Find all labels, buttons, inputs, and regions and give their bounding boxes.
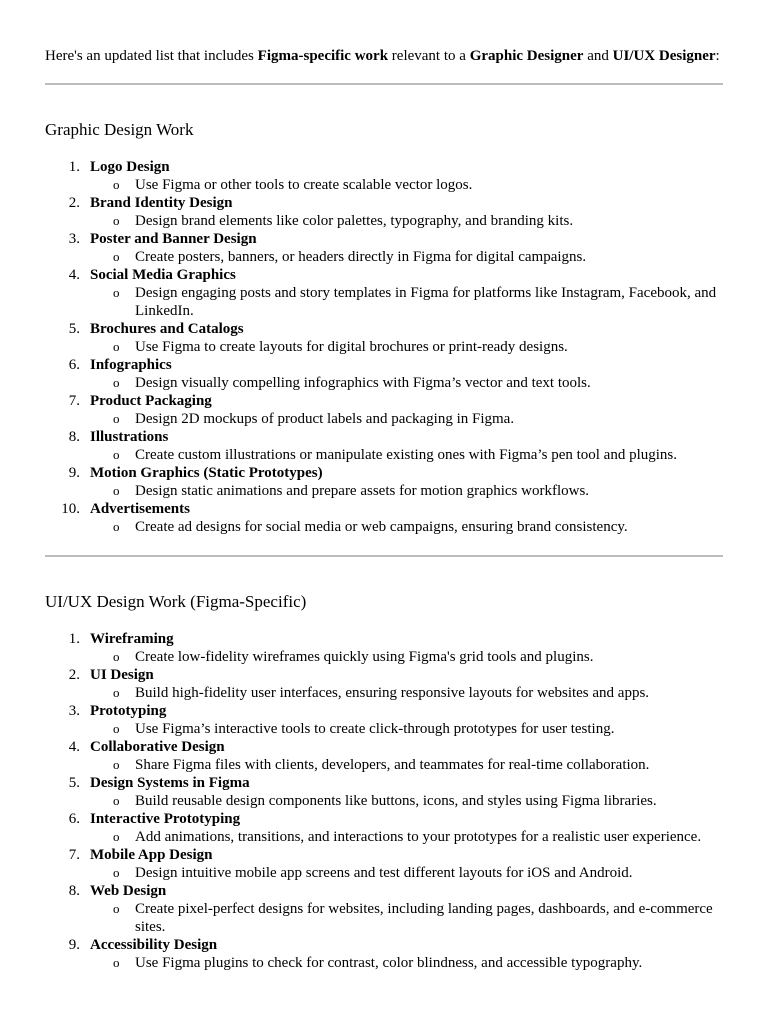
item-description-text: Build high-fidelity user interfaces, ensuring responsive layouts for websites and apps. [135, 685, 650, 701]
item-title: Motion Graphics (Static Prototypes) [90, 465, 323, 481]
item-title: Prototyping [90, 703, 167, 719]
bullet-icon: o [113, 901, 120, 916]
list-item [45, 936, 723, 972]
item-number: 1. [68, 159, 80, 175]
item-number: 7. [68, 393, 80, 409]
item-description [90, 518, 723, 536]
item-description-text: Create pixel-perfect designs for websites, including landing pages, dashboards, and e-commerce sites. [135, 901, 713, 935]
item-description-text: Design engaging posts and story templates in Figma for platforms like Instagram, Facebook, and LinkedIn. [135, 285, 717, 319]
item-number: 6. [68, 811, 80, 827]
item-description [90, 864, 723, 882]
intro-bold-graphic-designer: Graphic Designer [469, 48, 584, 64]
list-item [45, 266, 723, 320]
item-description [90, 212, 723, 230]
bullet-icon: o [113, 721, 120, 736]
intro-paragraph [45, 47, 723, 65]
item-description-text: Create low-fidelity wireframes quickly using Figma's grid tools and plugins. [135, 649, 594, 665]
item-number: 9. [68, 937, 80, 953]
item-title: Interactive Prototyping [90, 811, 241, 827]
item-description-text: Create ad designs for social media or web campaigns, ensuring brand consistency. [135, 519, 628, 535]
list-item [45, 230, 723, 266]
bullet-icon: o [113, 447, 120, 462]
item-description [90, 648, 723, 666]
bullet-icon: o [113, 955, 120, 970]
bullet-icon: o [113, 757, 120, 772]
graphic-design-list [45, 158, 723, 536]
list-item [45, 392, 723, 428]
bullet-icon: o [113, 177, 120, 192]
item-description [90, 482, 723, 500]
item-description-text: Create posters, banners, or headers directly in Figma for digital campaigns. [135, 249, 587, 265]
item-description [90, 828, 723, 846]
section-graphic-design [45, 120, 723, 536]
intro-text-3: and [583, 48, 613, 64]
bullet-icon: o [113, 213, 120, 228]
section-divider [45, 83, 723, 85]
item-description [90, 684, 723, 702]
item-description-text: Design brand elements like color palettes, typography, and branding kits. [135, 213, 574, 229]
item-title: Logo Design [90, 159, 170, 175]
bullet-icon: o [113, 285, 120, 300]
intro-bold-uiux-designer: UI/UX Designer [612, 48, 716, 64]
item-title: Product Packaging [90, 393, 212, 409]
item-number: 5. [68, 321, 80, 337]
intro-text-2: relevant to a [388, 48, 470, 64]
bullet-icon: o [113, 865, 120, 880]
section-uiux-design [45, 592, 723, 972]
item-description [90, 756, 723, 774]
item-title: Web Design [90, 883, 167, 899]
item-description-text: Add animations, transitions, and interactions to your prototypes for a realistic user experience. [135, 829, 702, 845]
intro-text-1: Here's an updated list that includes [45, 48, 258, 64]
item-description-text: Create custom illustrations or manipulate existing ones with Figma’s pen tool and plugins. [135, 447, 678, 463]
bullet-icon: o [113, 793, 120, 808]
item-title: Mobile App Design [90, 847, 213, 863]
list-item [45, 738, 723, 774]
item-number: 2. [68, 667, 80, 683]
item-description [90, 338, 723, 356]
item-title: UI Design [90, 667, 154, 683]
item-description-text: Design intuitive mobile app screens and test different layouts for iOS and Android. [135, 865, 633, 881]
item-description [90, 176, 723, 194]
item-title: Poster and Banner Design [90, 231, 257, 247]
list-item [45, 464, 723, 500]
bullet-icon: o [113, 375, 120, 390]
item-number: 4. [68, 739, 80, 755]
list-item [45, 810, 723, 846]
item-title: Infographics [90, 357, 172, 373]
bullet-icon: o [113, 829, 120, 844]
list-item [45, 774, 723, 810]
list-item [45, 356, 723, 392]
item-number: 5. [68, 775, 80, 791]
item-title: Brand Identity Design [90, 195, 233, 211]
bullet-icon: o [113, 249, 120, 264]
item-description-text: Use Figma or other tools to create scalable vector logos. [135, 177, 473, 193]
item-description [90, 410, 723, 428]
item-number: 4. [68, 267, 80, 283]
list-item [45, 194, 723, 230]
bullet-icon: o [113, 519, 120, 534]
bullet-icon: o [113, 685, 120, 700]
item-description-text: Design 2D mockups of product labels and packaging in Figma. [135, 411, 515, 427]
item-title: Illustrations [90, 429, 169, 445]
list-item [45, 500, 723, 536]
item-title: Brochures and Catalogs [90, 321, 244, 337]
item-title: Wireframing [90, 631, 174, 647]
item-number: 9. [68, 465, 80, 481]
item-number: 8. [68, 883, 80, 899]
intro-bold-figma-work: Figma-specific work [257, 48, 389, 64]
list-item [45, 702, 723, 738]
item-number: 3. [68, 231, 80, 247]
item-description [90, 284, 723, 320]
item-number: 7. [68, 847, 80, 863]
item-description-text: Design visually compelling infographics with Figma’s vector and text tools. [135, 375, 591, 391]
item-description [90, 248, 723, 266]
item-title: Design Systems in Figma [90, 775, 250, 791]
item-number: 6. [68, 357, 80, 373]
section-title: Graphic Design Work [45, 120, 194, 139]
intro-text-4: : [715, 48, 720, 64]
item-description-text: Share Figma files with clients, developers, and teammates for real-time collaboration. [135, 757, 650, 773]
bullet-icon: o [113, 483, 120, 498]
item-description [90, 720, 723, 738]
item-number: 8. [68, 429, 80, 445]
item-description-text: Use Figma’s interactive tools to create click-through prototypes for user testing. [135, 721, 615, 737]
item-description-text: Use Figma plugins to check for contrast, color blindness, and accessible typography. [135, 955, 643, 971]
list-item [45, 320, 723, 356]
list-item [45, 846, 723, 882]
section-divider [45, 555, 723, 557]
item-title: Social Media Graphics [90, 267, 236, 283]
section-title: UI/UX Design Work (Figma-Specific) [45, 592, 307, 611]
item-number: 1. [68, 631, 80, 647]
item-number: 10. [61, 501, 80, 517]
list-item [45, 882, 723, 936]
item-title: Accessibility Design [90, 937, 218, 953]
list-item [45, 158, 723, 194]
uiux-design-list [45, 630, 723, 972]
item-description [90, 954, 723, 972]
list-item [45, 428, 723, 464]
item-title: Collaborative Design [90, 739, 225, 755]
bullet-icon: o [113, 339, 120, 354]
item-number: 3. [68, 703, 80, 719]
item-description-text: Use Figma to create layouts for digital brochures or print-ready designs. [135, 339, 568, 355]
bullet-icon: o [113, 411, 120, 426]
bullet-icon: o [113, 649, 120, 664]
list-item [45, 630, 723, 666]
item-description [90, 792, 723, 810]
item-description-text: Build reusable design components like buttons, icons, and styles using Figma libraries. [135, 793, 657, 809]
item-description [90, 374, 723, 392]
item-description [90, 900, 723, 936]
item-title: Advertisements [90, 501, 190, 517]
item-description-text: Design static animations and prepare assets for motion graphics workflows. [135, 483, 590, 499]
item-number: 2. [68, 195, 80, 211]
item-description [90, 446, 723, 464]
list-item [45, 666, 723, 702]
